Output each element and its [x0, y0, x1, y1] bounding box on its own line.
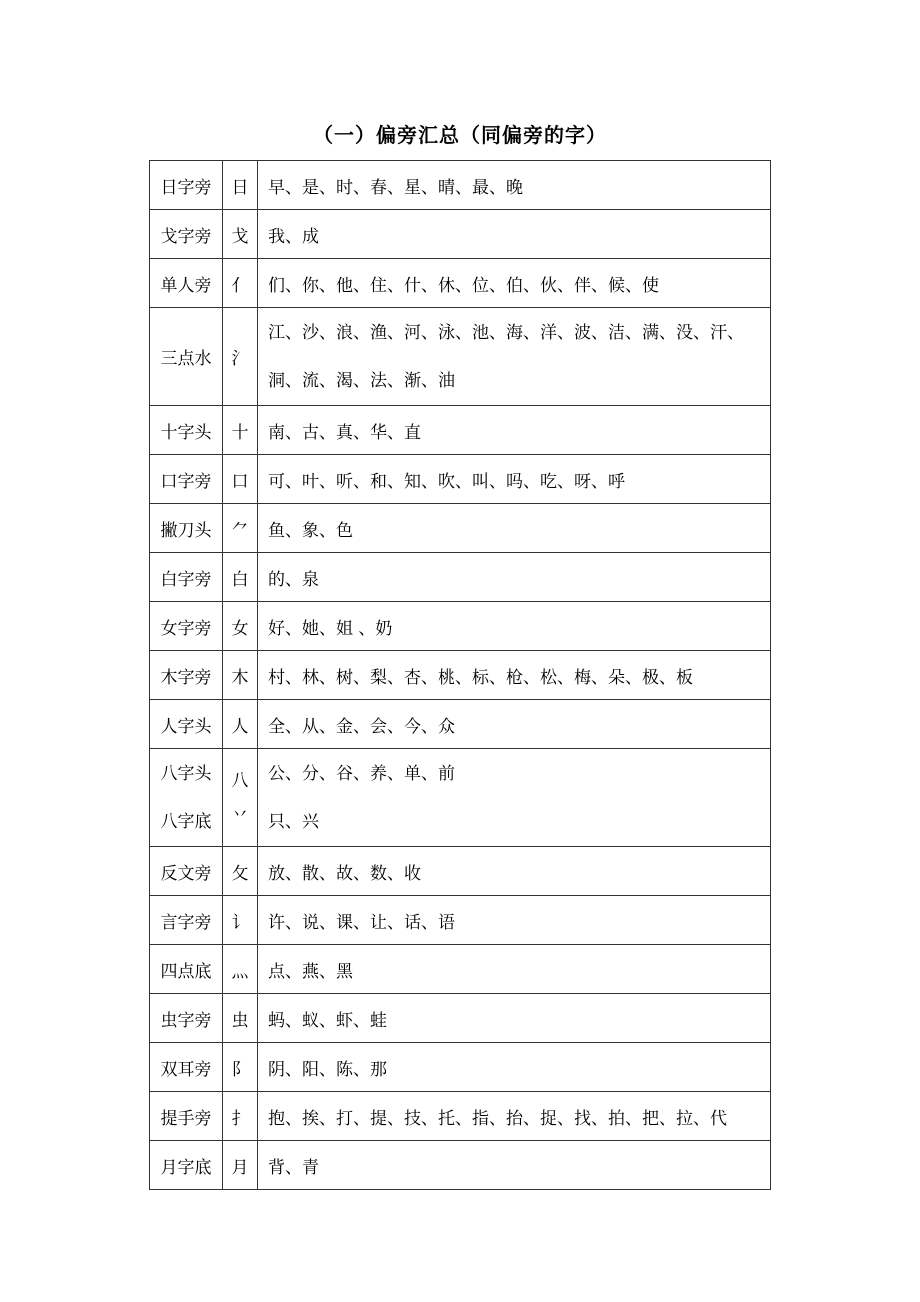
- radical-name: 月字底: [150, 1141, 223, 1190]
- table-row: [150, 504, 771, 553]
- radical-glyph: 虫: [223, 994, 258, 1043]
- radical-glyph: 月: [223, 1141, 258, 1190]
- radical-glyph: 阝: [223, 1043, 258, 1092]
- radical-name: 白字旁: [150, 553, 223, 602]
- radical-name: 戈字旁: [150, 210, 223, 259]
- radical-name: 四点底: [150, 945, 223, 994]
- characters-line-1: 公、分、谷、养、单、前: [268, 763, 455, 784]
- table-row: [150, 455, 771, 504]
- radical-glyph-bottom: 丷: [231, 804, 249, 825]
- radical-glyph: 人: [223, 700, 258, 749]
- example-characters: 早、是、时、春、星、晴、最、晚: [258, 161, 771, 210]
- radical-glyph: 攵: [223, 847, 258, 896]
- radical-name: 十字头: [150, 406, 223, 455]
- radical-glyph: 氵: [223, 308, 258, 406]
- example-characters: 好、她、姐 、奶: [258, 602, 771, 651]
- table-row: [150, 1141, 771, 1190]
- radical-name: [150, 749, 223, 847]
- radical-glyph: [223, 749, 258, 847]
- radical-glyph: 口: [223, 455, 258, 504]
- example-characters: 蚂、蚁、虾、蛙: [258, 994, 771, 1043]
- example-characters: 全、从、金、会、今、众: [258, 700, 771, 749]
- table-row: [150, 945, 771, 994]
- table-row: [150, 700, 771, 749]
- radical-glyph: 女: [223, 602, 258, 651]
- example-characters: 南、古、真、华、直: [258, 406, 771, 455]
- example-characters: 我、成: [258, 210, 771, 259]
- radical-name: 三点水: [150, 308, 223, 406]
- table-row: [150, 553, 771, 602]
- table-row: [150, 1092, 771, 1141]
- radical-name: 单人旁: [150, 259, 223, 308]
- table-row: [150, 896, 771, 945]
- radical-name: 日字旁: [150, 161, 223, 210]
- page-title: （一）偏旁汇总（同偏旁的字）: [313, 123, 607, 147]
- table-row: [150, 210, 771, 259]
- example-characters: [258, 749, 771, 847]
- example-characters: 抱、挨、打、提、技、托、指、抬、捉、找、拍、把、拉、代: [258, 1092, 771, 1141]
- radical-name: 口字旁: [150, 455, 223, 504]
- table-row: [150, 994, 771, 1043]
- radical-name: 人字头: [150, 700, 223, 749]
- example-characters: 的、泉: [258, 553, 771, 602]
- radical-name-bottom: 八字底: [160, 811, 212, 832]
- radical-table: [149, 160, 771, 1190]
- radical-glyph: 十: [223, 406, 258, 455]
- characters-line-1: 江、沙、浪、渔、河、泳、池、海、洋、波、洁、满、没、汗、: [268, 322, 744, 343]
- example-characters: 许、说、课、让、话、语: [258, 896, 771, 945]
- radical-name: 女字旁: [150, 602, 223, 651]
- example-characters: 村、林、树、梨、杏、桃、标、枪、松、梅、朵、极、板: [258, 651, 771, 700]
- radical-glyph: 讠: [223, 896, 258, 945]
- radical-name: 双耳旁: [150, 1043, 223, 1092]
- radical-name: 言字旁: [150, 896, 223, 945]
- table-row: [150, 749, 771, 847]
- table-row: [150, 161, 771, 210]
- characters-line-2: 只、兴: [268, 811, 319, 832]
- example-characters: 放、散、故、数、收: [258, 847, 771, 896]
- radical-glyph: 戈: [223, 210, 258, 259]
- table-row: [150, 308, 771, 406]
- radical-name: 木字旁: [150, 651, 223, 700]
- table-row: [150, 651, 771, 700]
- example-characters: [258, 308, 771, 406]
- table-row: [150, 1043, 771, 1092]
- radical-glyph: 灬: [223, 945, 258, 994]
- radical-glyph: 亻: [223, 259, 258, 308]
- table-row: [150, 602, 771, 651]
- radical-glyph: ⺈: [223, 504, 258, 553]
- table-row: [150, 406, 771, 455]
- table-row: [150, 847, 771, 896]
- example-characters: 鱼、象、色: [258, 504, 771, 553]
- radical-name: 撇刀头: [150, 504, 223, 553]
- radical-glyph: 扌: [223, 1092, 258, 1141]
- table-row: [150, 259, 771, 308]
- example-characters: 阴、阳、陈、那: [258, 1043, 771, 1092]
- example-characters: 背、青: [258, 1141, 771, 1190]
- radical-name-top: 八字头: [160, 763, 212, 784]
- radical-name: 提手旁: [150, 1092, 223, 1141]
- radical-glyph-top: 八: [231, 770, 249, 791]
- characters-line-2: 洞、流、渴、法、渐、油: [268, 370, 455, 391]
- example-characters: 点、燕、黑: [258, 945, 771, 994]
- radical-glyph: 木: [223, 651, 258, 700]
- example-characters: 可、叶、听、和、知、吹、叫、吗、吃、呀、呼: [258, 455, 771, 504]
- radical-glyph: 日: [223, 161, 258, 210]
- example-characters: 们、你、他、住、什、休、位、伯、伙、伴、候、使: [258, 259, 771, 308]
- radical-name: 反文旁: [150, 847, 223, 896]
- radical-glyph: 白: [223, 553, 258, 602]
- radical-name: 虫字旁: [150, 994, 223, 1043]
